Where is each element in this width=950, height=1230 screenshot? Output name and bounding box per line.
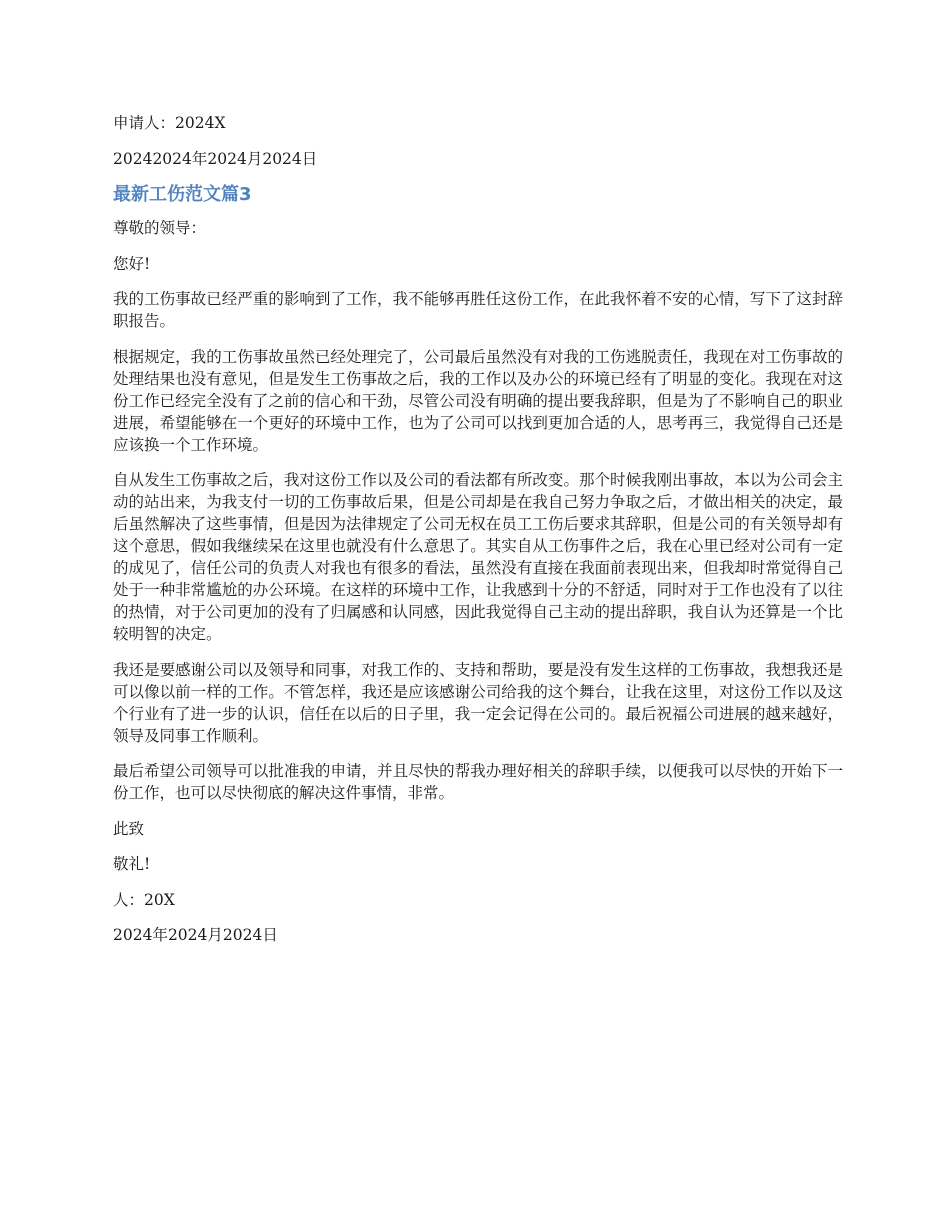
body-paragraph-3: 自从发生工伤事故之后，我对这份工作以及公司的看法都有所改变。那个时候我刚出事故，本以为公司会主动的站出来，为我支付一切的工伤事故后果，但是公司却是在我自己努力争取之后，才做出相关的决定，最后虽然解决了这些事情，但是因为法律规定了公司无权在员工工伤后要求其辞职，但是公司的有关领导却有这个意思，假如我继续呆在这里也就没有什么意思了。其实自从工伤事件之后，我在心里已经对公司有一定的成见了，信任公司的负责人对我也有很多的看法，虽然没有直接在我面前表现出来，但我却时常觉得自己处于一种非常尴尬的办公环境。在这样的环境中工作，让我感到十分的不舒适，同时对于工作也没有了以往的热情，对于公司更加的没有了归属感和认同感，因此我觉得自己主动的提出辞职，我自认为还算是一个比较明智的决定。: [113, 471, 843, 643]
applicant-line: 申请人：2024X: [113, 114, 226, 132]
greeting: 您好!: [113, 254, 151, 273]
regards: 敬礼!: [113, 855, 151, 873]
salutation: 尊敬的领导：: [113, 219, 207, 237]
body-paragraph-5: 最后希望公司领导可以批准我的申请，并且尽快的帮我办理好相关的辞职手续，以便我可以尽快的开始下一份工作，也可以尽快彻底的解决这件事情，非常。: [113, 762, 843, 802]
document-page: [113, 112, 843, 960]
closing: 此致: [113, 819, 145, 838]
body-paragraph-4: 我还是要感谢公司以及领导和同事，对我工作的、支持和帮助，要是没有发生这样的工伤事故，我想我还是可以像以前一样的工作。不管怎样，我还是应该感谢公司给我的这个舞台，让我在这里，对这份工作以及这个行业有了进一步的认识，信任在以后的日子里，我一定会记得在公司的。最后祝福公司进展的越来越好，领导及同事工作顺利。: [113, 660, 843, 745]
applicant-date: 20242024年2024月2024日: [113, 149, 318, 168]
body-paragraph-2: 根据规定，我的工伤事故虽然已经处理完了，公司最后虽然没有对我的工伤逃脱责任，我现在对工伤事故的处理结果也没有意见，但是发生工伤事故之后，我的工作以及办公的环境已经有了明显的变化。我现在对这份工作已经完全没有了之前的信心和干劲，尽管公司没有明确的提出要我辞职，但是为了不影响自己的职业进展，希望能够在一个更好的环境中工作，也为了公司可以找到更加合适的人，思考再三，我觉得自己还是应该换一个工作环境。: [113, 347, 843, 454]
section-title: 最新工伤范文篇3: [113, 184, 252, 205]
body-paragraph-1: 我的工伤事故已经严重的影响到了工作，我不能够再胜任这份工作，在此我怀着不安的心情，写下了这封辞职报告。: [113, 290, 843, 330]
signer-date: 2024年2024月2024日: [113, 926, 278, 944]
signer-line: 人：20X: [113, 890, 175, 909]
